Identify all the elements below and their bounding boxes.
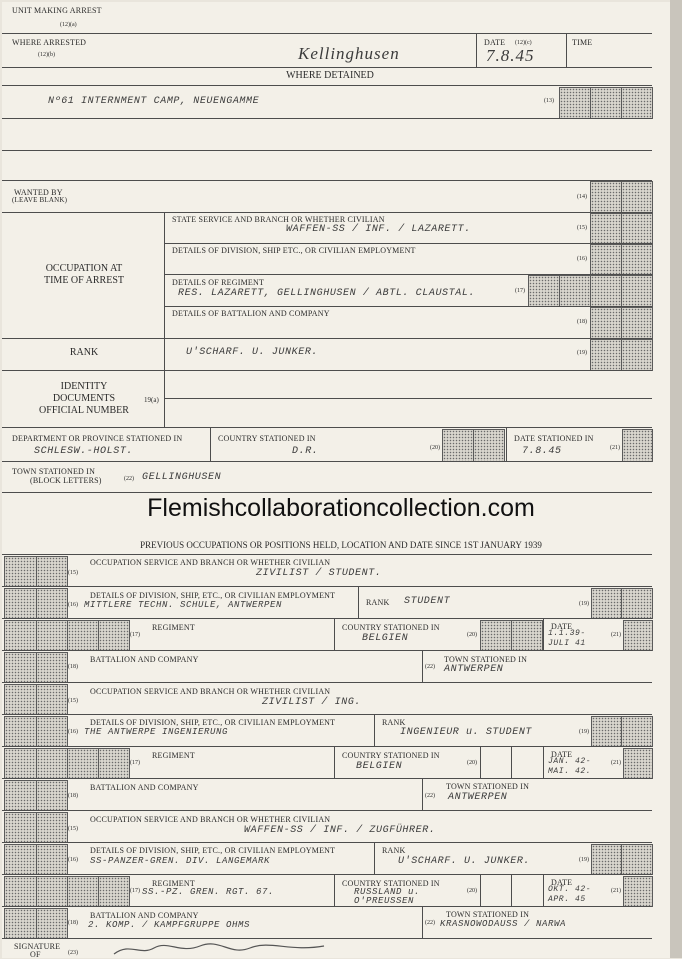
where-detained-title: WHERE DETAINED (286, 70, 374, 81)
e2-rank-label: RANK (382, 718, 406, 727)
state-service-value: WAFFEN-SS / INF. / LAZARETT. (286, 224, 471, 235)
e1-date-label: DATE (551, 622, 573, 631)
signature-label: SIGNATURE (14, 942, 61, 951)
wanted-by-label: WANTED BY (14, 188, 63, 197)
e3-rank-label: RANK (382, 846, 406, 855)
country-stationed-num: (20) (430, 445, 440, 451)
rank-value: U'SCHARF. U. JUNKER. (186, 347, 319, 358)
signature-num: (23) (68, 950, 78, 956)
e1-country-value: BELGIEN (362, 633, 409, 644)
e3-num-22: (22) (425, 920, 435, 926)
e1-country-label: COUNTRY STATIONED IN (342, 623, 440, 632)
e3-town-label: TOWN STATIONED IN (446, 910, 530, 919)
occupation-label-1: OCCUPATION AT (45, 263, 123, 274)
e3-date-label: DATE (551, 878, 573, 887)
e3-num-15: (15) (68, 826, 78, 832)
date-stationed-label: DATE STATIONED IN (514, 434, 594, 443)
e3-num-17: (17) (130, 888, 140, 894)
detained-num: (13) (544, 98, 554, 104)
regiment-value: RES. LAZARETT, GELLINGHUSEN / ABTL. CLAUSTAL. (178, 288, 476, 299)
e1-date2: JULI 41 (548, 639, 586, 648)
e1-occupation-value: ZIVILIST / STUDENT. (256, 568, 382, 579)
e2-division-value: THE ANTWERPE INGENIERUNG (84, 727, 229, 737)
date-value: 7.8.45 (486, 46, 535, 65)
e2-num-21: (21) (611, 760, 621, 766)
state-service-label: STATE SERVICE AND BRANCH OR WHETHER CIVILIAN (172, 215, 385, 224)
e2-battalion-label: BATTALION AND COMPANY (90, 783, 199, 792)
e2-num-22: (22) (425, 793, 435, 799)
town-stationed-label: TOWN STATIONED IN (12, 467, 96, 476)
wanted-num: (14) (577, 194, 587, 200)
e1-num-20: (20) (467, 632, 477, 638)
identity-label-2: DOCUMENTS (52, 393, 116, 404)
date-stationed-num: (21) (610, 445, 620, 451)
e3-country-value-2: O'PREUSSEN (354, 896, 415, 906)
unit-num: (12)(a) (60, 22, 77, 28)
where-arrested-value: Kellinghusen (298, 44, 400, 63)
e3-division-value: SS-PANZER-GREN. DIV. LANGEMARK (90, 856, 271, 866)
page-edge (670, 0, 682, 958)
e3-regiment-value: SS.-PZ. GREN. RGT. 67. (142, 887, 275, 897)
where-arrested-label: WHERE ARRESTED (12, 38, 87, 47)
e2-num-18: (18) (68, 793, 78, 799)
block-letters-label: (BLOCK LETTERS) (30, 476, 102, 485)
e2-num-17: (17) (130, 760, 140, 766)
e1-num-16: (16) (68, 602, 78, 608)
country-stationed-label: COUNTRY STATIONED IN (218, 434, 316, 443)
e1-num-21: (21) (611, 632, 621, 638)
e2-occupation-label: OCCUPATION SERVICE AND BRANCH OR WHETHER CIVILIAN (90, 687, 331, 696)
e2-division-label: DETAILS OF DIVISION, SHIP, ETC., OR CIVILIAN EMPLOYMENT (90, 718, 336, 727)
signature-scribble (110, 940, 330, 958)
e3-battalion-label: BATTALION AND COMPANY (90, 911, 199, 920)
e1-division-label: DETAILS OF DIVISION, SHIP, ETC., OR CIVILIAN EMPLOYMENT (90, 591, 336, 600)
e1-num-19: (19) (579, 601, 589, 607)
e3-num-19: (19) (579, 857, 589, 863)
e2-regiment-label: REGIMENT (152, 751, 195, 760)
e3-regiment-label: REGIMENT (152, 879, 195, 888)
regiment-num: (17) (515, 288, 525, 294)
previous-occupations-title: PREVIOUS OCCUPATIONS OR POSITIONS HELD, LOCATION AND DATE SINCE 1ST JANUARY 1939 (140, 540, 542, 550)
e2-date-label: DATE (551, 750, 573, 759)
e3-country-label: COUNTRY STATIONED IN (342, 879, 440, 888)
e3-town-value: KRASNOWODAUSS / NARWA (440, 919, 567, 929)
e1-num-18: (18) (68, 664, 78, 670)
e1-rank-label: RANK (366, 598, 390, 607)
e1-num-15: (15) (68, 570, 78, 576)
e1-num-22: (22) (425, 664, 435, 670)
rank-label: RANK (69, 347, 99, 358)
e3-rank-value: U'SCHARF. U. JUNKER. (398, 856, 531, 867)
e2-country-value: BELGIEN (356, 761, 403, 772)
unit-making-arrest-label: UNIT MAKING ARREST (12, 6, 102, 15)
e3-date1: OKT. 42- (548, 885, 592, 894)
e3-country-value: RUSSLAND u. (354, 887, 421, 897)
e1-date1: 1.1.39- (548, 629, 586, 638)
occupation-label-2: TIME OF ARREST (43, 275, 124, 286)
e1-regiment-label: REGIMENT (152, 623, 195, 632)
watermark-text: Flemishcollaborationcollection.com (147, 494, 535, 522)
country-stationed-value: D.R. (292, 446, 319, 457)
e3-num-18: (18) (68, 920, 78, 926)
division-num: (16) (577, 256, 587, 262)
e3-occupation-value: WAFFEN-SS / INF. / ZUGFÜHRER. (244, 825, 436, 836)
dept-stationed-label: DEPARTMENT OR PROVINCE STATIONED IN (12, 434, 183, 443)
e3-division-label: DETAILS OF DIVISION, SHIP, ETC., OR CIVILIAN EMPLOYMENT (90, 846, 336, 855)
rank-num: (19) (577, 350, 587, 356)
e3-occupation-label: OCCUPATION SERVICE AND BRANCH OR WHETHER CIVILIAN (90, 815, 331, 824)
signature-of-label: OF (30, 950, 41, 959)
dept-stationed-value: SCHLESW.-HOLST. (34, 446, 134, 457)
e1-battalion-label: BATTALION AND COMPANY (90, 655, 199, 664)
e1-occupation-label: OCCUPATION SERVICE AND BRANCH OR WHETHER CIVILIAN (90, 558, 331, 567)
identity-label-3: OFFICIAL NUMBER (39, 405, 129, 416)
identity-label-1: IDENTITY (60, 381, 108, 392)
e1-town-label: TOWN STATIONED IN (444, 655, 528, 664)
e2-town-label: TOWN STATIONED IN (446, 782, 530, 791)
e2-num-15: (15) (68, 698, 78, 704)
e2-num-19: (19) (579, 729, 589, 735)
e3-num-21: (21) (611, 888, 621, 894)
e2-date1: JAN. 42- (548, 757, 592, 766)
battalion-label: DETAILS OF BATTALION AND COMPANY (172, 309, 330, 318)
identity-num: 19(a) (144, 396, 159, 404)
e3-num-20: (20) (467, 888, 477, 894)
e2-country-label: COUNTRY STATIONED IN (342, 751, 440, 760)
where-arrested-num: (12)(b) (38, 52, 55, 58)
e1-division-value: MITTLERE TECHN. SCHULE, ANTWERPEN (84, 600, 283, 610)
leave-blank-label: (LEAVE BLANK) (12, 196, 68, 204)
e2-occupation-value: ZIVILIST / ING. (262, 697, 362, 708)
regiment-label: DETAILS OF REGIMENT (172, 278, 265, 287)
time-label: TIME (572, 38, 593, 47)
e2-num-16: (16) (68, 729, 78, 735)
e3-battalion-value: 2. KOMP. / KAMPFGRUPPE OHMS (88, 920, 251, 930)
date-label: DATE (484, 38, 506, 47)
town-stationed-value: GELLINGHUSEN (142, 472, 222, 483)
e2-rank-value: INGENIEUR u. STUDENT (400, 727, 533, 738)
e2-town-value: ANTWERPEN (448, 792, 508, 803)
e3-date2: APR. 45 (548, 895, 586, 904)
e1-town-value: ANTWERPEN (444, 664, 504, 675)
where-detained-value: Nº61 INTERNMENT CAMP, NEUENGAMME (48, 96, 260, 107)
battalion-num: (18) (577, 319, 587, 325)
e3-num-16: (16) (68, 857, 78, 863)
e1-num-17: (17) (130, 632, 140, 638)
division-label: DETAILS OF DIVISION, SHIP ETC., OR CIVILIAN EMPLOYMENT (172, 246, 416, 255)
town-stationed-num: (22) (124, 476, 134, 482)
e2-num-20: (20) (467, 760, 477, 766)
e1-rank-value: STUDENT (404, 596, 451, 607)
date-stationed-value: 7.8.45 (522, 446, 562, 457)
e2-date2: MAI. 42. (548, 767, 592, 776)
state-service-num: (15) (577, 225, 587, 231)
date-num: (12)(c) (515, 40, 532, 46)
